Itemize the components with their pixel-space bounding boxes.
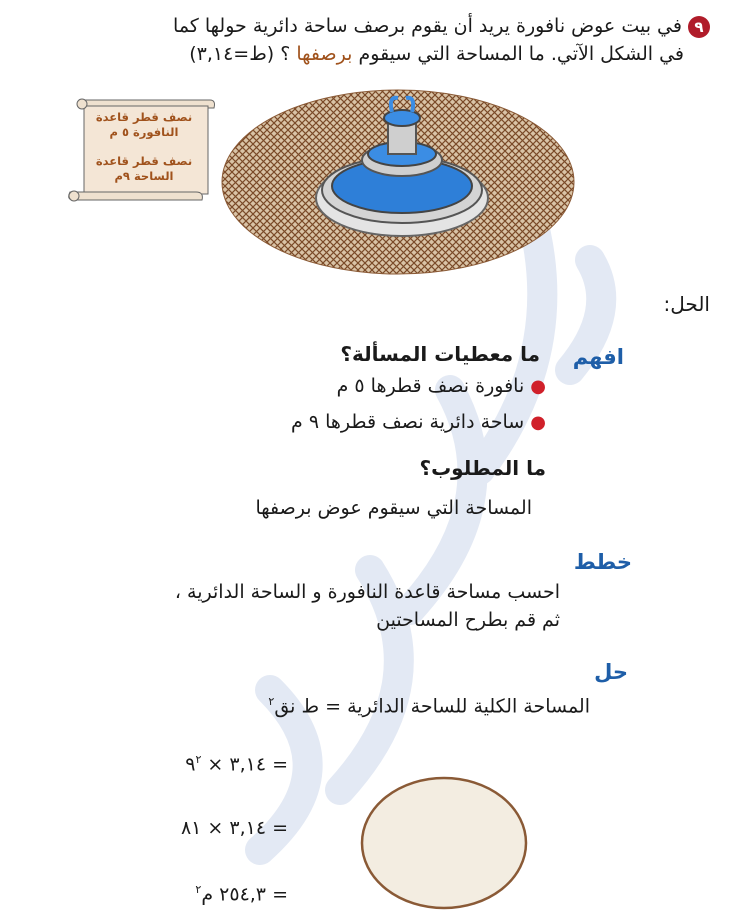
question-highlight: برصفها	[296, 43, 353, 65]
scroll-plaza-2: الساحة ٩م	[114, 169, 174, 183]
question-pi-note: ؟ (ط=٣,١٤)	[189, 43, 291, 65]
answer-oval	[360, 776, 528, 910]
solution-label: الحل:	[663, 292, 710, 316]
givens-heading: ما معطيات المسألة؟	[340, 342, 540, 366]
formula-line: المساحة الكلية للساحة الدائرية = ط نق$^٢$	[268, 695, 590, 718]
given-item-2: ● ساحة دائرية نصف قطرها ٩ م	[291, 411, 546, 433]
step-1: = ٣,١٤ × $٩^٢$	[185, 753, 288, 776]
step-2: = ٣,١٤ × ٨١	[180, 817, 288, 839]
question-line-2	[189, 40, 684, 68]
bullet-icon: ●	[530, 376, 546, 397]
plan-line-1: احسب مساحة قاعدة النافورة و الساحة الدائرية ،	[174, 581, 560, 603]
question-number-badge: ٩	[688, 16, 710, 38]
scroll-plaza-1: نصف قطر قاعدة	[95, 154, 193, 168]
scroll-fountain-2: النافورة ٥ م	[109, 125, 179, 139]
given-item-1: ● نافورة نصف قطرها ٥ م	[336, 375, 546, 397]
plan-line-2: ثم قم بطرح المساحتين	[376, 609, 560, 631]
solve-label: حل	[594, 660, 628, 684]
required-text: المساحة التي سيقوم عوض برصفها	[255, 497, 532, 519]
question-text-1: في بيت عوض نافورة يريد أن يقوم برصف ساحة دائرية حولها كما	[173, 15, 682, 37]
required-heading: ما المطلوب؟	[419, 456, 546, 480]
step-3: = ٢٥٤,٣ م$^٢$	[195, 883, 288, 906]
question-text-2: في الشكل الآتي. ما المساحة التي سيقوم	[358, 43, 684, 65]
bullet-icon: ●	[530, 412, 546, 433]
scroll-fountain-1: نصف قطر قاعدة	[95, 110, 193, 124]
understand-label: افهم	[572, 345, 624, 369]
plan-label: خطط	[573, 550, 632, 574]
question-line-1	[173, 12, 710, 40]
fountain-illustration	[218, 88, 578, 278]
scroll-note	[66, 94, 216, 206]
